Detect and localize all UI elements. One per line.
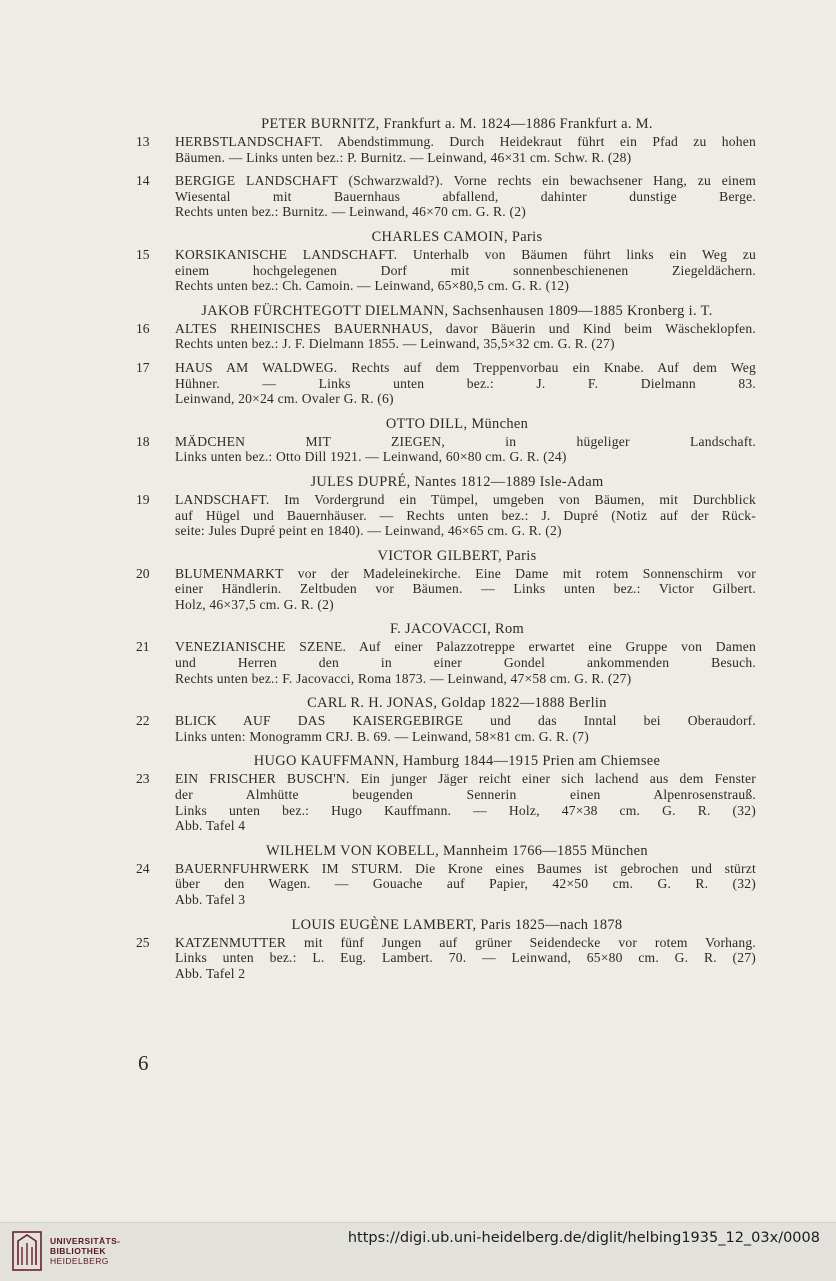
catalog-entry <box>138 360 756 407</box>
catalog-entry <box>138 566 756 613</box>
artist-heading: WILHELM VON KOBELL, Mannheim 1766—1855 München <box>266 842 648 859</box>
entry-line: Links unten bez.: Otto Dill 1921. — Leinwand, 60×80 cm. G. R. (24) <box>175 449 567 465</box>
lot-number: 15 <box>136 246 150 262</box>
entry-description <box>175 492 756 539</box>
catalog-entry <box>138 713 756 744</box>
entry-description <box>175 861 756 908</box>
artist-heading: CHARLES CAMOIN, Paris <box>371 228 543 245</box>
entry-line: Links unten bez.: Hugo Kauffmann. — Holz, 47×38 cm. G. R. (32) <box>175 802 756 818</box>
entry-line: KATZENMUTTER mit fünf Jungen auf grüner Seidendecke vor rotem Vorhang. <box>175 934 756 950</box>
entry-line: Leinwand, 20×24 cm. Ovaler G. R. (6) <box>175 391 394 407</box>
entry-line: BAUERNFUHRWERK IM STURM. Die Krone eines Baumes ist gebrochen und stürzt <box>175 860 756 876</box>
artist-heading: JAKOB FÜRCHTEGOTT DIELMANN, Sachsenhausen 1809—1885 Kronberg i. T. <box>201 302 713 319</box>
catalog-content <box>138 115 756 989</box>
artist-heading: PETER BURNITZ, Frankfurt a. M. 1824—1886 Frankfurt a. M. <box>261 116 653 132</box>
lot-number: 16 <box>136 320 150 336</box>
library-line-3: HEIDELBERG <box>50 1256 109 1266</box>
page-number: 6 <box>138 1051 149 1075</box>
artist-heading: F. JACOVACCI, Rom <box>389 621 525 638</box>
entry-line: MÄDCHEN MIT ZIEGEN, in hügeliger Landschaft. <box>175 433 756 449</box>
entry-line: BLICK AUF DAS KAISERGEBIRGE und das Inntal bei Oberaudorf. <box>175 713 756 729</box>
entry-description <box>175 566 756 613</box>
entry-line: Links unten: Monogramm CRJ. B. 69. — Leinwand, 58×81 cm. G. R. (7) <box>175 728 589 744</box>
artist-heading: OTTO DILL, München <box>385 415 529 432</box>
entry-line: BERGIGE LANDSCHAFT (Schwarzwald?). Vorne rechts ein bewachsener Hang, zu einem <box>175 173 756 189</box>
source-url-link[interactable]: https://digi.ub.uni-heidelberg.de/diglit/helbing1935_12_03x/0008 <box>347 1230 820 1246</box>
entry-description <box>175 771 756 833</box>
entry-description <box>175 639 756 686</box>
catalog-entry <box>138 173 756 220</box>
entry-line: KORSIKANISCHE LANDSCHAFT. Unterhalb von Bäumen führt links ein Weg zu <box>175 246 756 262</box>
entry-line: Bäumen. — Links unten bez.: P. Burnitz. — Leinwand, 46×31 cm. Schw. R. (28) <box>175 149 632 165</box>
entry-line: auf Hügel und Bauernhäuser. — Rechts unten bez.: J. Dupré (Notiz auf der Rück- <box>175 507 756 523</box>
lot-number: 17 <box>136 359 150 375</box>
entry-line: HAUS AM WALDWEG. Rechts auf dem Treppenvorbau ein Knabe. Auf dem Weg <box>175 359 756 375</box>
artist-heading: VICTOR GILBERT, Paris <box>377 547 537 564</box>
lot-number: 24 <box>136 860 150 876</box>
artist-heading: HUGO KAUFFMANN, Hamburg 1844—1915 Prien am Chiemsee <box>253 753 661 770</box>
library-line-2: BIBLIOTHEK <box>50 1246 106 1256</box>
entry-line: einer Händlerin. Zeltbuden vor Bäumen. — Links unten bez.: Victor Gilbert. <box>175 581 756 597</box>
catalog-entry <box>138 861 756 908</box>
entry-line: VENEZIANISCHE SZENE. Auf einer Palazzotreppe erwartet eine Gruppe von Damen <box>175 639 756 655</box>
entry-line: HERBSTLANDSCHAFT. Abendstimmung. Durch Heidekraut führt ein Pfad zu hohen <box>175 134 756 149</box>
catalog-entry <box>138 492 756 539</box>
entry-line: Wiesental mit Bauernhaus abfallend, dahinter dunstige Berge. <box>175 188 756 204</box>
lot-number: 13 <box>136 134 150 149</box>
lot-number: 19 <box>136 491 150 507</box>
entry-description <box>175 434 756 465</box>
lot-number: 25 <box>136 934 150 950</box>
entry-line: Rechts unten bez.: Burnitz. — Leinwand, 46×70 cm. G. R. (2) <box>175 204 526 220</box>
lot-number: 14 <box>136 173 150 189</box>
lot-number: 21 <box>136 639 150 655</box>
entry-line: über den Wagen. — Gouache auf Papier, 42×50 cm. G. R. (32) <box>175 876 756 892</box>
entry-description <box>175 173 756 220</box>
catalog-entry <box>138 771 756 833</box>
entry-line: Hühner. — Links unten bez.: J. F. Dielmann 83. <box>175 375 756 391</box>
catalog-entry <box>138 935 756 982</box>
catalog-entry <box>138 639 756 686</box>
entry-line: Rechts unten bez.: Ch. Camoin. — Leinwand, 65×80,5 cm. G. R. (12) <box>175 278 570 294</box>
library-name <box>50 1236 120 1266</box>
entry-line: BLUMENMARKT vor der Madeleinekirche. Eine Dame mit rotem Sonnenschirm vor <box>175 565 756 581</box>
entry-line: ALTES RHEINISCHES BAUERNHAUS, davor Bäuerin und Kind beim Wäscheklopfen. <box>175 320 756 336</box>
library-line-1: UNIVERSITÄTS- <box>50 1236 121 1246</box>
entry-line: der Almhütte beugenden Sennerin einen Alpenrosenstrauß. <box>175 787 756 803</box>
entry-line: und Herren den in einer Gondel ankommenden Besuch. <box>175 655 756 671</box>
entry-description <box>175 321 756 352</box>
lot-number: 18 <box>136 433 150 449</box>
lot-number: 20 <box>136 565 150 581</box>
catalog-entry <box>138 434 756 465</box>
entry-line: einem hochgelegenen Dorf mit sonnenbeschienenen Ziegeldächern. <box>175 262 756 278</box>
entry-description <box>175 713 756 744</box>
lot-number: 22 <box>136 713 150 729</box>
entry-line: LANDSCHAFT. Im Vordergrund ein Tümpel, umgeben von Bäumen, mit Durchblick <box>175 491 756 507</box>
entry-line: Rechts unten bez.: F. Jacovacci, Roma 1873. — Leinwand, 47×58 cm. G. R. (27) <box>175 670 632 686</box>
entry-line: Abb. Tafel 2 <box>175 965 246 981</box>
artist-heading: JULES DUPRÉ, Nantes 1812—1889 Isle-Adam <box>310 473 604 490</box>
artist-heading: LOUIS EUGÈNE LAMBERT, Paris 1825—nach 1878 <box>291 916 623 933</box>
entry-description <box>175 360 756 407</box>
artist-heading: CARL R. H. JONAS, Goldap 1822—1888 Berlin <box>307 695 607 712</box>
lot-number: 23 <box>136 771 150 787</box>
entry-description <box>175 247 756 294</box>
catalog-entry <box>138 134 756 165</box>
entry-description <box>175 134 756 165</box>
catalog-entry <box>138 247 756 294</box>
entry-line: EIN FRISCHER BUSCH'N. Ein junger Jäger reicht einer sich lachend aus dem Fenster <box>175 771 756 787</box>
catalog-entry <box>138 321 756 352</box>
entry-description <box>175 935 756 982</box>
university-seal-icon <box>10 1229 44 1273</box>
entry-line: Rechts unten bez.: J. F. Dielmann 1855. — Leinwand, 35,5×32 cm. G. R. (27) <box>175 336 615 352</box>
entry-line: Links unten bez.: L. Eug. Lambert. 70. — Leinwand, 65×80 cm. G. R. (27) <box>175 950 756 966</box>
entry-line: seite: Jules Dupré peint en 1840). — Leinwand, 46×65 cm. G. R. (2) <box>175 523 562 539</box>
entry-line: Abb. Tafel 4 <box>175 818 246 834</box>
entry-line: Abb. Tafel 3 <box>175 892 246 907</box>
entry-line: Holz, 46×37,5 cm. G. R. (2) <box>175 596 334 612</box>
